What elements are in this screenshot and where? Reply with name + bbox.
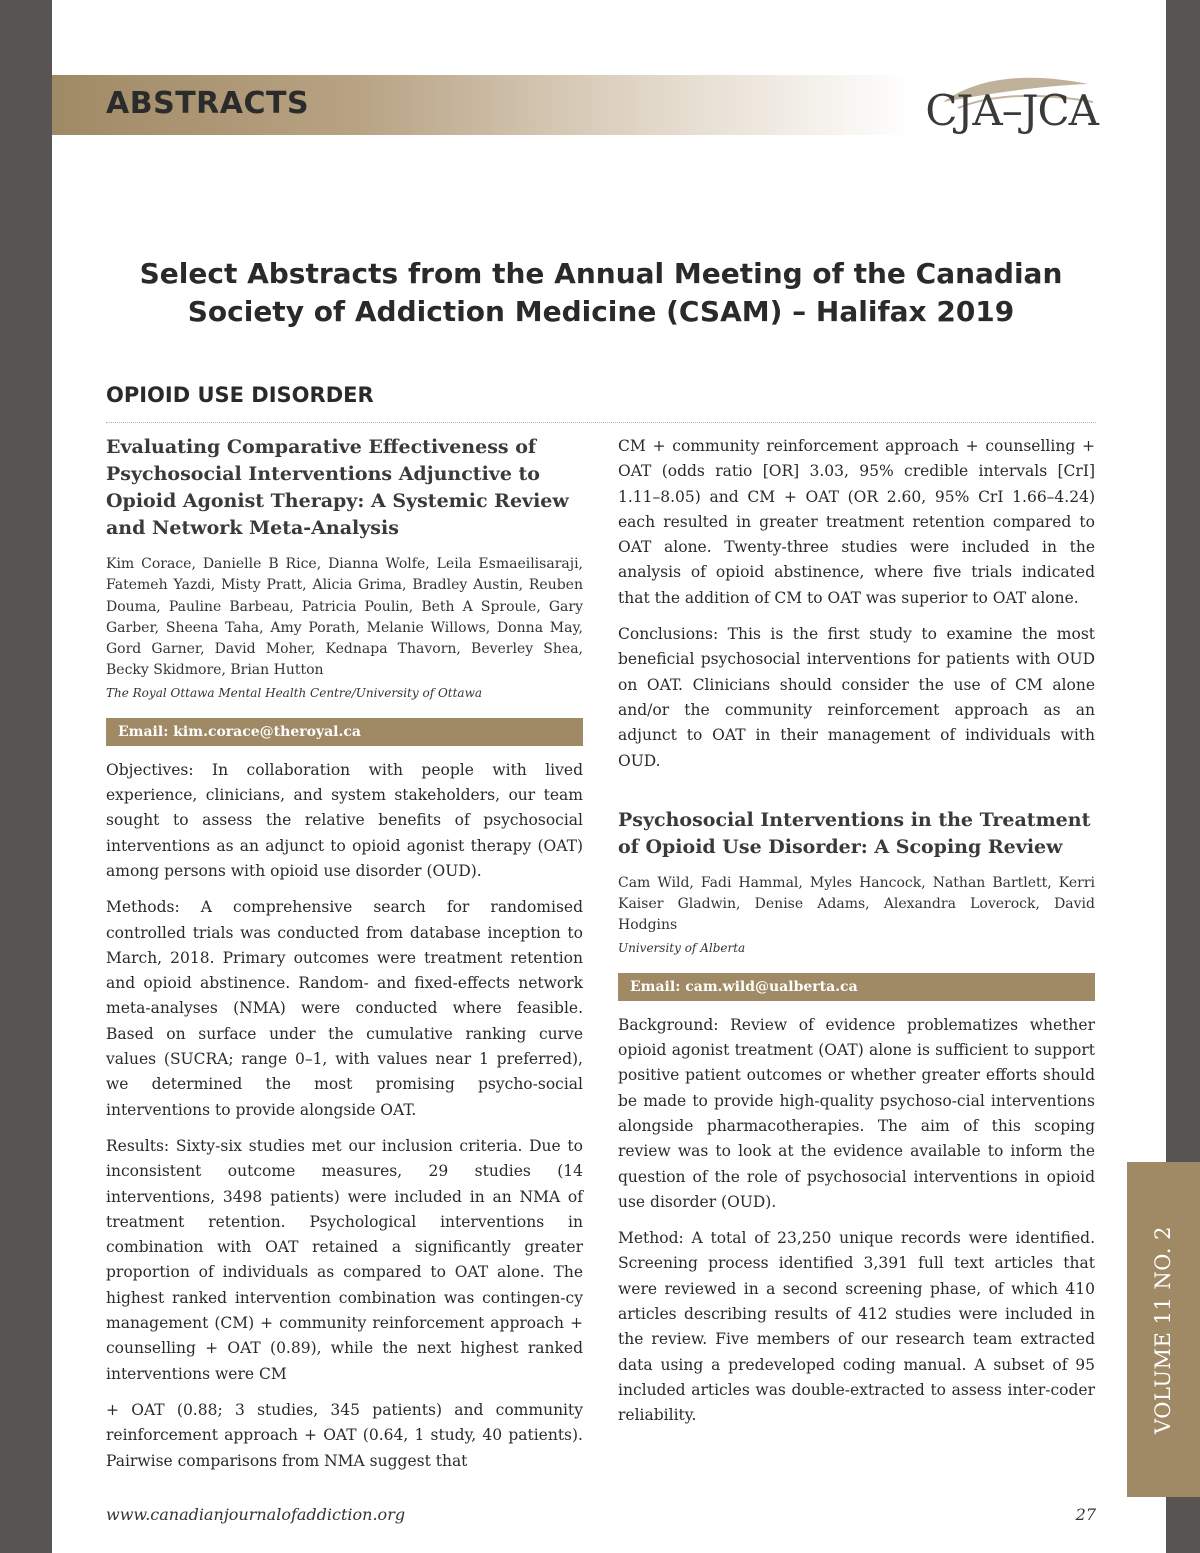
article-2-authors: Cam Wild, Fadi Hammal, Myles Hancock, Nathan Bartlett, Kerri Kaiser Gladwin, Denise Adams, Alexandra Loverock, David Hodgins (618, 874, 1095, 934)
page-title: Select Abstracts from the Annual Meeting of the Canadian Society of Addiction Medicine (CSAM) – Halifax 2019 (139, 257, 1063, 328)
volume-label: VOLUME 11 NO. 2 (1151, 1226, 1175, 1434)
section-divider (106, 422, 1096, 423)
journal-logo (918, 72, 1098, 134)
left-column (106, 434, 583, 1485)
article-2-email[interactable]: Email: cam.wild@ualberta.ca (618, 973, 1095, 1001)
article-1-title: Evaluating Comparative Effectiveness of Psychosocial Interventions Adjunctive to Opioid Agonist Therapy: A Systemic Review and Network Meta-Analysis (106, 436, 569, 539)
right-column (618, 434, 1095, 1440)
article-1-methods: Methods: A comprehensive search for randomised controlled trials was conducted from database inception to March, 2018. Primary outcomes were treatment retention and opioid abstinence. Random- and fixed-effects network meta-analyses (NMA) were conducted where feasible. Based on surface under the cumulative ranking curve values (SUCRA; range 0–1, with values near 1 preferred), we determined the most promising psycho-social interventions to provide alongside OAT. (106, 898, 583, 1119)
page-number: 27 (1075, 1505, 1096, 1524)
article-1-objectives: Objectives: In collaboration with people with lived experience, clinicians, and system stakeholders, our team sought to assess the relative benefits of psychosocial interventions as an adjunct to opioid agonist therapy (OAT) among persons with opioid use disorder (OUD). (106, 760, 583, 880)
section-label: ABSTRACTS (106, 86, 310, 121)
section-heading: OPIOID USE DISORDER (106, 383, 374, 407)
article-1-authors: Kim Corace, Danielle B Rice, Dianna Wolfe, Leila Esmaeilisaraji, Fatemeh Yazdi, Misty Pratt, Alicia Grima, Bradley Austin, Reuben Douma, Pauline Barbeau, Patricia Poulin, Beth A Sproule, Gary Garber, Sheena Taha, Amy Porath, Melanie Willows, Donna May, Gord Garner, David Moher, Kednapa Thavorn, Beverley Shea, Becky Skidmore, Brian Hutton (106, 556, 583, 679)
article-1-results: Results: Sixty-six studies met our inclusion criteria. Due to inconsistent outcome measures, 29 studies (14 interventions, 3498 patients) were included in an NMA of treatment retention. Psychological interventions in combination with OAT retained a significantly greater proportion of individuals as compared to OAT alone. The highest ranked intervention combination was contingen-cy management (CM) + community reinforcement approach + counselling + OAT (0.89), while the next highest ranked interventions were CM (106, 1136, 583, 1383)
left-margin-bar (0, 0, 52, 1553)
article-1-conclusions: Conclusions: This is the first study to examine the most beneficial psychosocial interventions for patients with OUD on OAT. Clinicians should consider the use of CM alone and/or the community reinforcement approach as an adjunct to OAT in their management of individuals with OUD. (618, 625, 1095, 770)
article-2-background: Background: Review of evidence problematizes whether opioid agonist treatment (OAT) alone is sufficient to support positive patient outcomes or whether greater efforts should be made to provide high-quality psychoso-cial interventions alongside pharmacotherapies. The aim of this scoping review was to look at the evidence available to inform the question of the role of psychosocial interventions in opioid use disorder (OUD). (618, 1015, 1095, 1211)
article-1-results-continued-2: CM + community reinforcement approach + counselling + OAT (odds ratio [OR] 3.03, 95% credible intervals [CrI] 1.11–8.05) and CM + OAT (OR 2.60, 95% CrI 1.66–4.24) each resulted in greater treatment retention compared to OAT alone. Twenty-three studies were included in the analysis of opioid abstinence, where five trials indicated that the addition of CM to OAT was superior to OAT alone. (618, 437, 1095, 607)
logo-text: CJA–JCA (925, 86, 1098, 135)
article-1-affiliation: The Royal Ottawa Mental Health Centre/University of Ottawa (106, 685, 483, 700)
article-1-email[interactable]: Email: kim.corace@theroyal.ca (106, 718, 583, 746)
footer-url[interactable]: www.canadianjournalofaddiction.org (106, 1505, 406, 1524)
article-spacer (618, 785, 1095, 807)
article-2-affiliation: University of Alberta (618, 940, 746, 955)
article-2-title: Psychosocial Interventions in the Treatment of Opioid Use Disorder: A Scoping Review (618, 808, 1091, 858)
article-1-results-continued: + OAT (0.88; 3 studies, 345 patients) and community reinforcement approach + OAT (0.64, 1 study, 40 patients). Pairwise comparisons from NMA suggest that (106, 1400, 583, 1470)
article-2-method: Method: A total of 23,250 unique records were identified. Screening process identified 3,391 full text articles that were reviewed in a second screening phase, of which 410 articles describing results of 412 studies were included in the review. Five members of our research team extracted data using a predeveloped coding manual. A subset of 95 included articles was double-extracted to assess inter-coder reliability. (618, 1229, 1095, 1425)
